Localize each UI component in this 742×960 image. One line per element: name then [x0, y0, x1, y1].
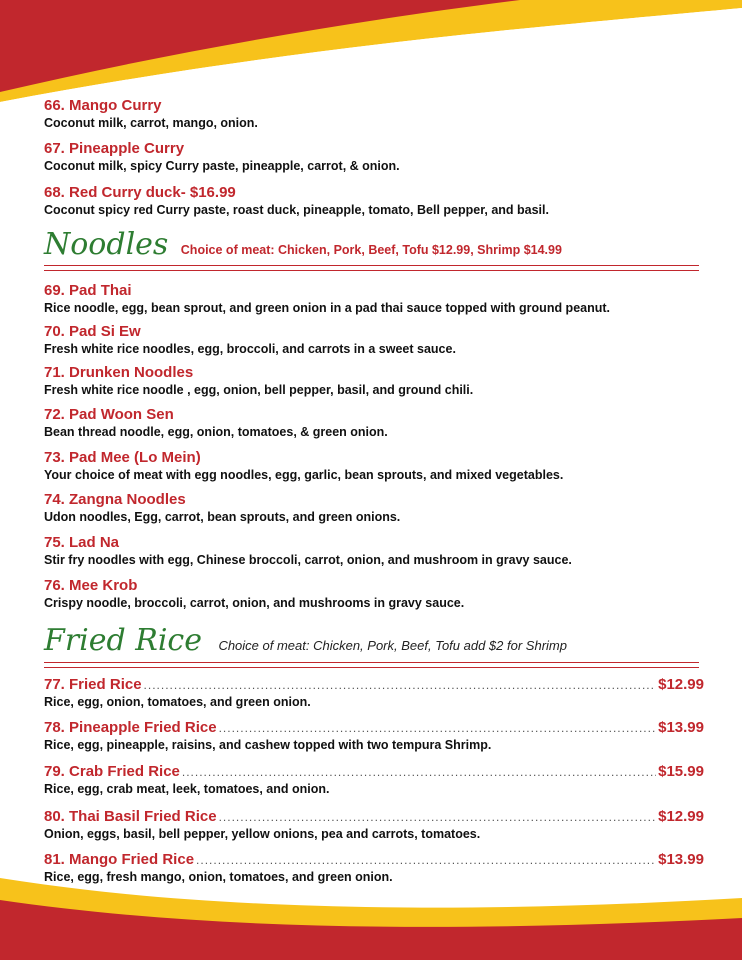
noodles-section-header [44, 228, 699, 262]
item-price: $12.99 [658, 676, 704, 693]
item-description: Udon noodles, Egg, carrot, bean sprouts, and green onions. [44, 510, 401, 524]
menu-item-mango-curry [44, 97, 704, 131]
fried-rice-meat-choice-note: Choice of meat: Chicken, Pork, Beef, Tofu add $2 for Shrimp [218, 638, 567, 653]
noodles-divider [44, 265, 699, 271]
menu-item-pad-woon-sen [44, 406, 704, 440]
item-price: $13.99 [658, 719, 704, 736]
menu-item-pineapple-fried-rice [44, 719, 704, 753]
menu-item-fried-rice [44, 676, 704, 710]
item-name: 79. Crab Fried Rice [44, 763, 180, 780]
item-name: 69. Pad Thai [44, 282, 132, 299]
item-name: 66. Mango Curry [44, 97, 162, 114]
item-description: Rice, egg, crab meat, leek, tomatoes, and onion. [44, 782, 330, 796]
menu-item-pad-thai [44, 282, 704, 316]
item-name: 67. Pineapple Curry [44, 140, 185, 157]
item-description: Onion, eggs, basil, bell pepper, yellow onions, pea and carrots, tomatoes. [44, 827, 481, 841]
item-description: Coconut milk, spicy Curry paste, pineapple, carrot, & onion. [44, 159, 400, 173]
item-name: 75. Lad Na [44, 534, 120, 551]
dot-leader [219, 810, 657, 824]
menu-item-crab-fried-rice [44, 763, 704, 797]
menu-item-lad-na [44, 534, 704, 568]
top-decorative-banner [0, 0, 742, 110]
item-name: 81. Mango Fried Rice [44, 851, 195, 868]
menu-item-drunken-noodles [44, 364, 704, 398]
item-name: 77. Fried Rice [44, 676, 142, 693]
fried-rice-divider [44, 662, 699, 668]
menu-item-thai-basil-fried-rice [44, 808, 704, 842]
menu-item-pad-si-ew [44, 323, 704, 357]
item-name: 78. Pineapple Fried Rice [44, 719, 217, 736]
item-description: Coconut spicy red Curry paste, roast duck, pineapple, tomato, Bell pepper, and basil. [44, 203, 549, 217]
item-description: Crispy noodle, broccoli, carrot, onion, and mushrooms in gravy sauce. [44, 596, 465, 610]
noodles-meat-choice-note: Choice of meat: Chicken, Pork, Beef, Tofu $12.99, Shrimp $14.99 [180, 243, 562, 257]
item-name: 71. Drunken Noodles [44, 364, 194, 381]
item-description: Rice, egg, pineapple, raisins, and cashew topped with two tempura Shrimp. [44, 738, 492, 752]
noodles-section-title: Noodles [44, 227, 169, 262]
item-price: $13.99 [658, 851, 704, 868]
menu-item-pad-mee [44, 449, 704, 483]
menu-item-mee-krob [44, 577, 704, 611]
menu-item-mango-fried-rice [44, 851, 704, 885]
dot-leader [182, 765, 656, 779]
item-name: 80. Thai Basil Fried Rice [44, 808, 217, 825]
item-name: 68. Red Curry duck- $16.99 [44, 184, 236, 201]
menu-item-red-curry-duck [44, 184, 704, 218]
item-name: 73. Pad Mee (Lo Mein) [44, 449, 201, 466]
item-description: Rice, egg, fresh mango, onion, tomatoes, and green onion. [44, 870, 393, 884]
item-description: Fresh white rice noodle , egg, onion, bell pepper, basil, and ground chili. [44, 383, 474, 397]
item-description: Coconut milk, carrot, mango, onion. [44, 116, 258, 130]
item-description: Bean thread noodle, egg, onion, tomatoes, & green onion. [44, 425, 388, 439]
menu-item-zangna-noodles [44, 491, 704, 525]
dot-leader [219, 721, 657, 735]
item-price: $12.99 [658, 808, 704, 825]
item-description: Rice, egg, onion, tomatoes, and green onion. [44, 695, 311, 709]
item-name: 72. Pad Woon Sen [44, 406, 174, 423]
fried-rice-section-header [44, 624, 699, 658]
item-price: $15.99 [658, 763, 704, 780]
item-name: 76. Mee Krob [44, 577, 138, 594]
item-name: 70. Pad Si Ew [44, 323, 141, 340]
dot-leader [196, 853, 656, 867]
dot-leader [144, 678, 657, 692]
item-description: Your choice of meat with egg noodles, egg, garlic, bean sprouts, and mixed vegetables. [44, 468, 564, 482]
item-description: Fresh white rice noodles, egg, broccoli, and carrots in a sweet sauce. [44, 342, 456, 356]
fried-rice-section-title: Fried Rice [44, 623, 202, 658]
item-name: 74. Zangna Noodles [44, 491, 186, 508]
menu-item-pineapple-curry [44, 140, 704, 174]
item-description: Stir fry noodles with egg, Chinese broccoli, carrot, onion, and mushroom in gravy sauce. [44, 553, 572, 567]
item-description: Rice noodle, egg, bean sprout, and green onion in a pad thai sauce topped with ground peanut. [44, 301, 611, 315]
